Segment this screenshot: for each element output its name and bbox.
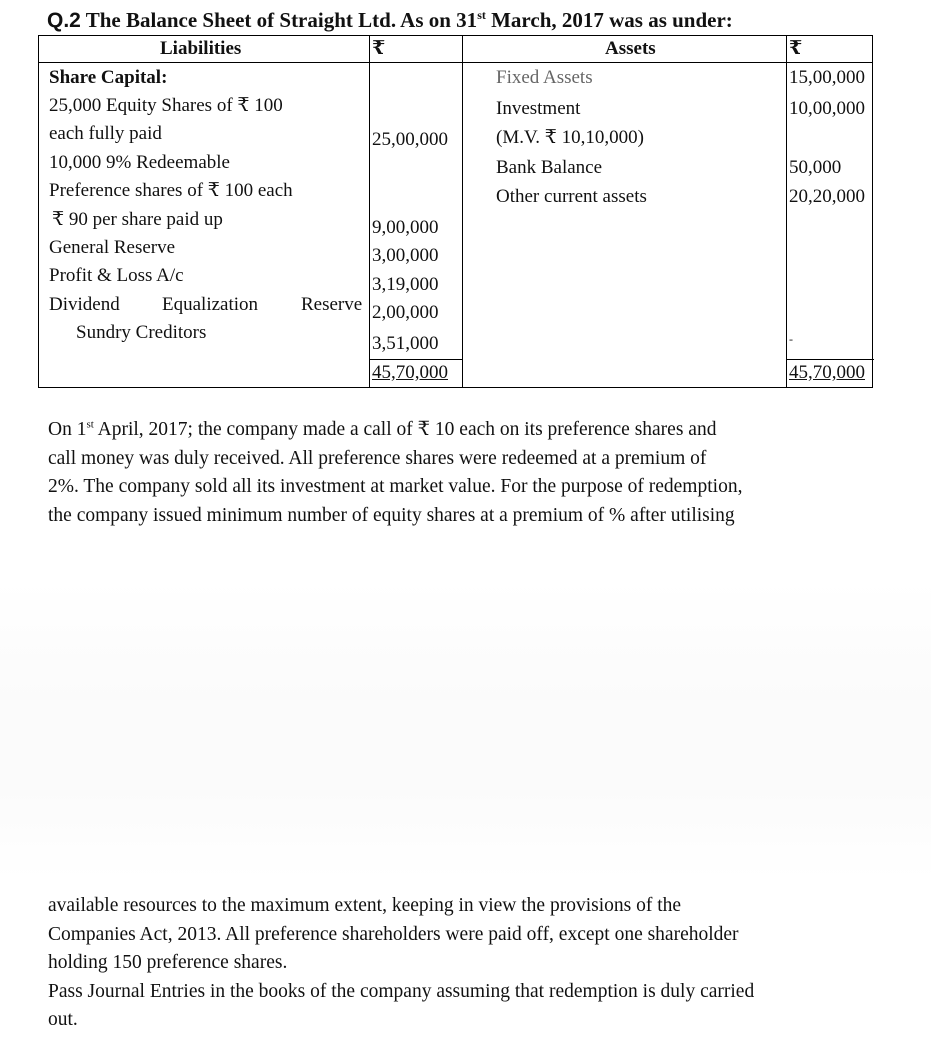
question-title-part1: The Balance Sheet of Straight Ltd. As on 31 xyxy=(80,8,478,32)
header-rupee-assets: ₹ xyxy=(789,38,803,59)
assets-total: 45,70,000 xyxy=(789,362,865,383)
fixed-assets-label: Fixed Assets xyxy=(496,67,593,88)
pref-shares-amount: 9,00,000 xyxy=(372,217,439,238)
liab-total-divider xyxy=(369,359,462,360)
fixed-assets-amount: 15,00,000 xyxy=(789,67,865,88)
dividend-eq-word2: Equalization xyxy=(162,294,259,315)
para2-line2: Companies Act, 2013. All preference shareholders were paid off, except one shareholder xyxy=(48,923,739,945)
para2-line3: holding 150 preference shares. xyxy=(48,952,288,973)
question-title-part2: March, 2017 was as under: xyxy=(485,8,733,32)
dividend-eq-amount: 2,00,000 xyxy=(372,302,439,323)
asset-dash-mark: - xyxy=(789,332,793,346)
profit-loss-amount: 3,19,000 xyxy=(372,274,439,295)
investment-amount: 10,00,000 xyxy=(789,98,865,119)
general-reserve-label: General Reserve xyxy=(49,237,176,258)
other-current-assets-amount: 20,20,000 xyxy=(789,186,865,207)
para1-line3: 2%. The company sold all its investment at market value. For the purpose of redemption, xyxy=(48,476,743,497)
profit-loss-label: Profit & Loss A/c xyxy=(49,265,184,286)
sundry-creditors-amount: 3,51,000 xyxy=(372,333,439,354)
question-title-sup: st xyxy=(477,8,486,22)
sundry-creditors-label: Sundry Creditors xyxy=(76,322,207,343)
equity-shares-line2: each fully paid xyxy=(49,123,162,144)
dividend-eq-word3: Reserve xyxy=(301,294,363,315)
pref-shares-line3: ₹ 90 per share paid up xyxy=(52,209,223,230)
asset-total-divider xyxy=(786,359,874,360)
para2-line5: out. xyxy=(48,1009,78,1030)
header-assets: Assets xyxy=(605,38,656,59)
equity-shares-line1: 25,000 Equity Shares of ₹ 100 xyxy=(49,95,283,116)
question-number: Q.2 xyxy=(47,9,81,32)
other-current-assets-label: Other current assets xyxy=(496,186,647,207)
para1-line4: the company issued minimum number of equity shares at a premium of % after utilising xyxy=(48,504,735,526)
question-paragraph-2 xyxy=(48,892,843,1035)
header-rupee-liab: ₹ xyxy=(372,38,386,59)
column-divider-liab-amount xyxy=(369,36,370,387)
liabilities-total: 45,70,000 xyxy=(372,362,448,383)
question-paragraph-1 xyxy=(48,416,808,530)
bank-balance-amount: 50,000 xyxy=(789,157,842,178)
header-divider xyxy=(39,62,872,63)
dividend-eq-word1: Dividend xyxy=(49,294,120,315)
para2-line4: Pass Journal Entries in the books of the company assuming that redemption is duly carried xyxy=(48,980,755,1002)
para1-line1-start: On 1 xyxy=(48,419,87,440)
balance-sheet-table xyxy=(38,35,873,388)
blank-scan-region xyxy=(0,580,931,880)
column-divider-assets xyxy=(462,36,463,387)
para2-line1: available resources to the maximum extent, keeping in view the provisions of the xyxy=(48,895,682,916)
general-reserve-amount: 3,00,000 xyxy=(372,245,439,266)
pref-shares-line1: 10,000 9% Redeemable xyxy=(49,152,230,173)
para1-line2: call money was duly received. All preference shares were redeemed at a premium of xyxy=(48,447,707,469)
investment-market-value: (M.V. ₹ 10,10,000) xyxy=(496,127,644,148)
pref-shares-line2: Preference shares of ₹ 100 each xyxy=(49,180,293,201)
question-title xyxy=(47,8,733,33)
para1-line1-sup: st xyxy=(86,418,94,431)
para1-line1-rest: April, 2017; the company made a call of ₹ 10 each on its preference shares and xyxy=(93,419,717,440)
header-liabilities: Liabilities xyxy=(160,38,242,59)
column-divider-asset-amount xyxy=(786,36,787,387)
share-capital-heading: Share Capital: xyxy=(49,67,168,88)
investment-label: Investment xyxy=(496,98,581,119)
equity-shares-amount: 25,00,000 xyxy=(372,129,448,150)
bank-balance-label: Bank Balance xyxy=(496,157,603,178)
